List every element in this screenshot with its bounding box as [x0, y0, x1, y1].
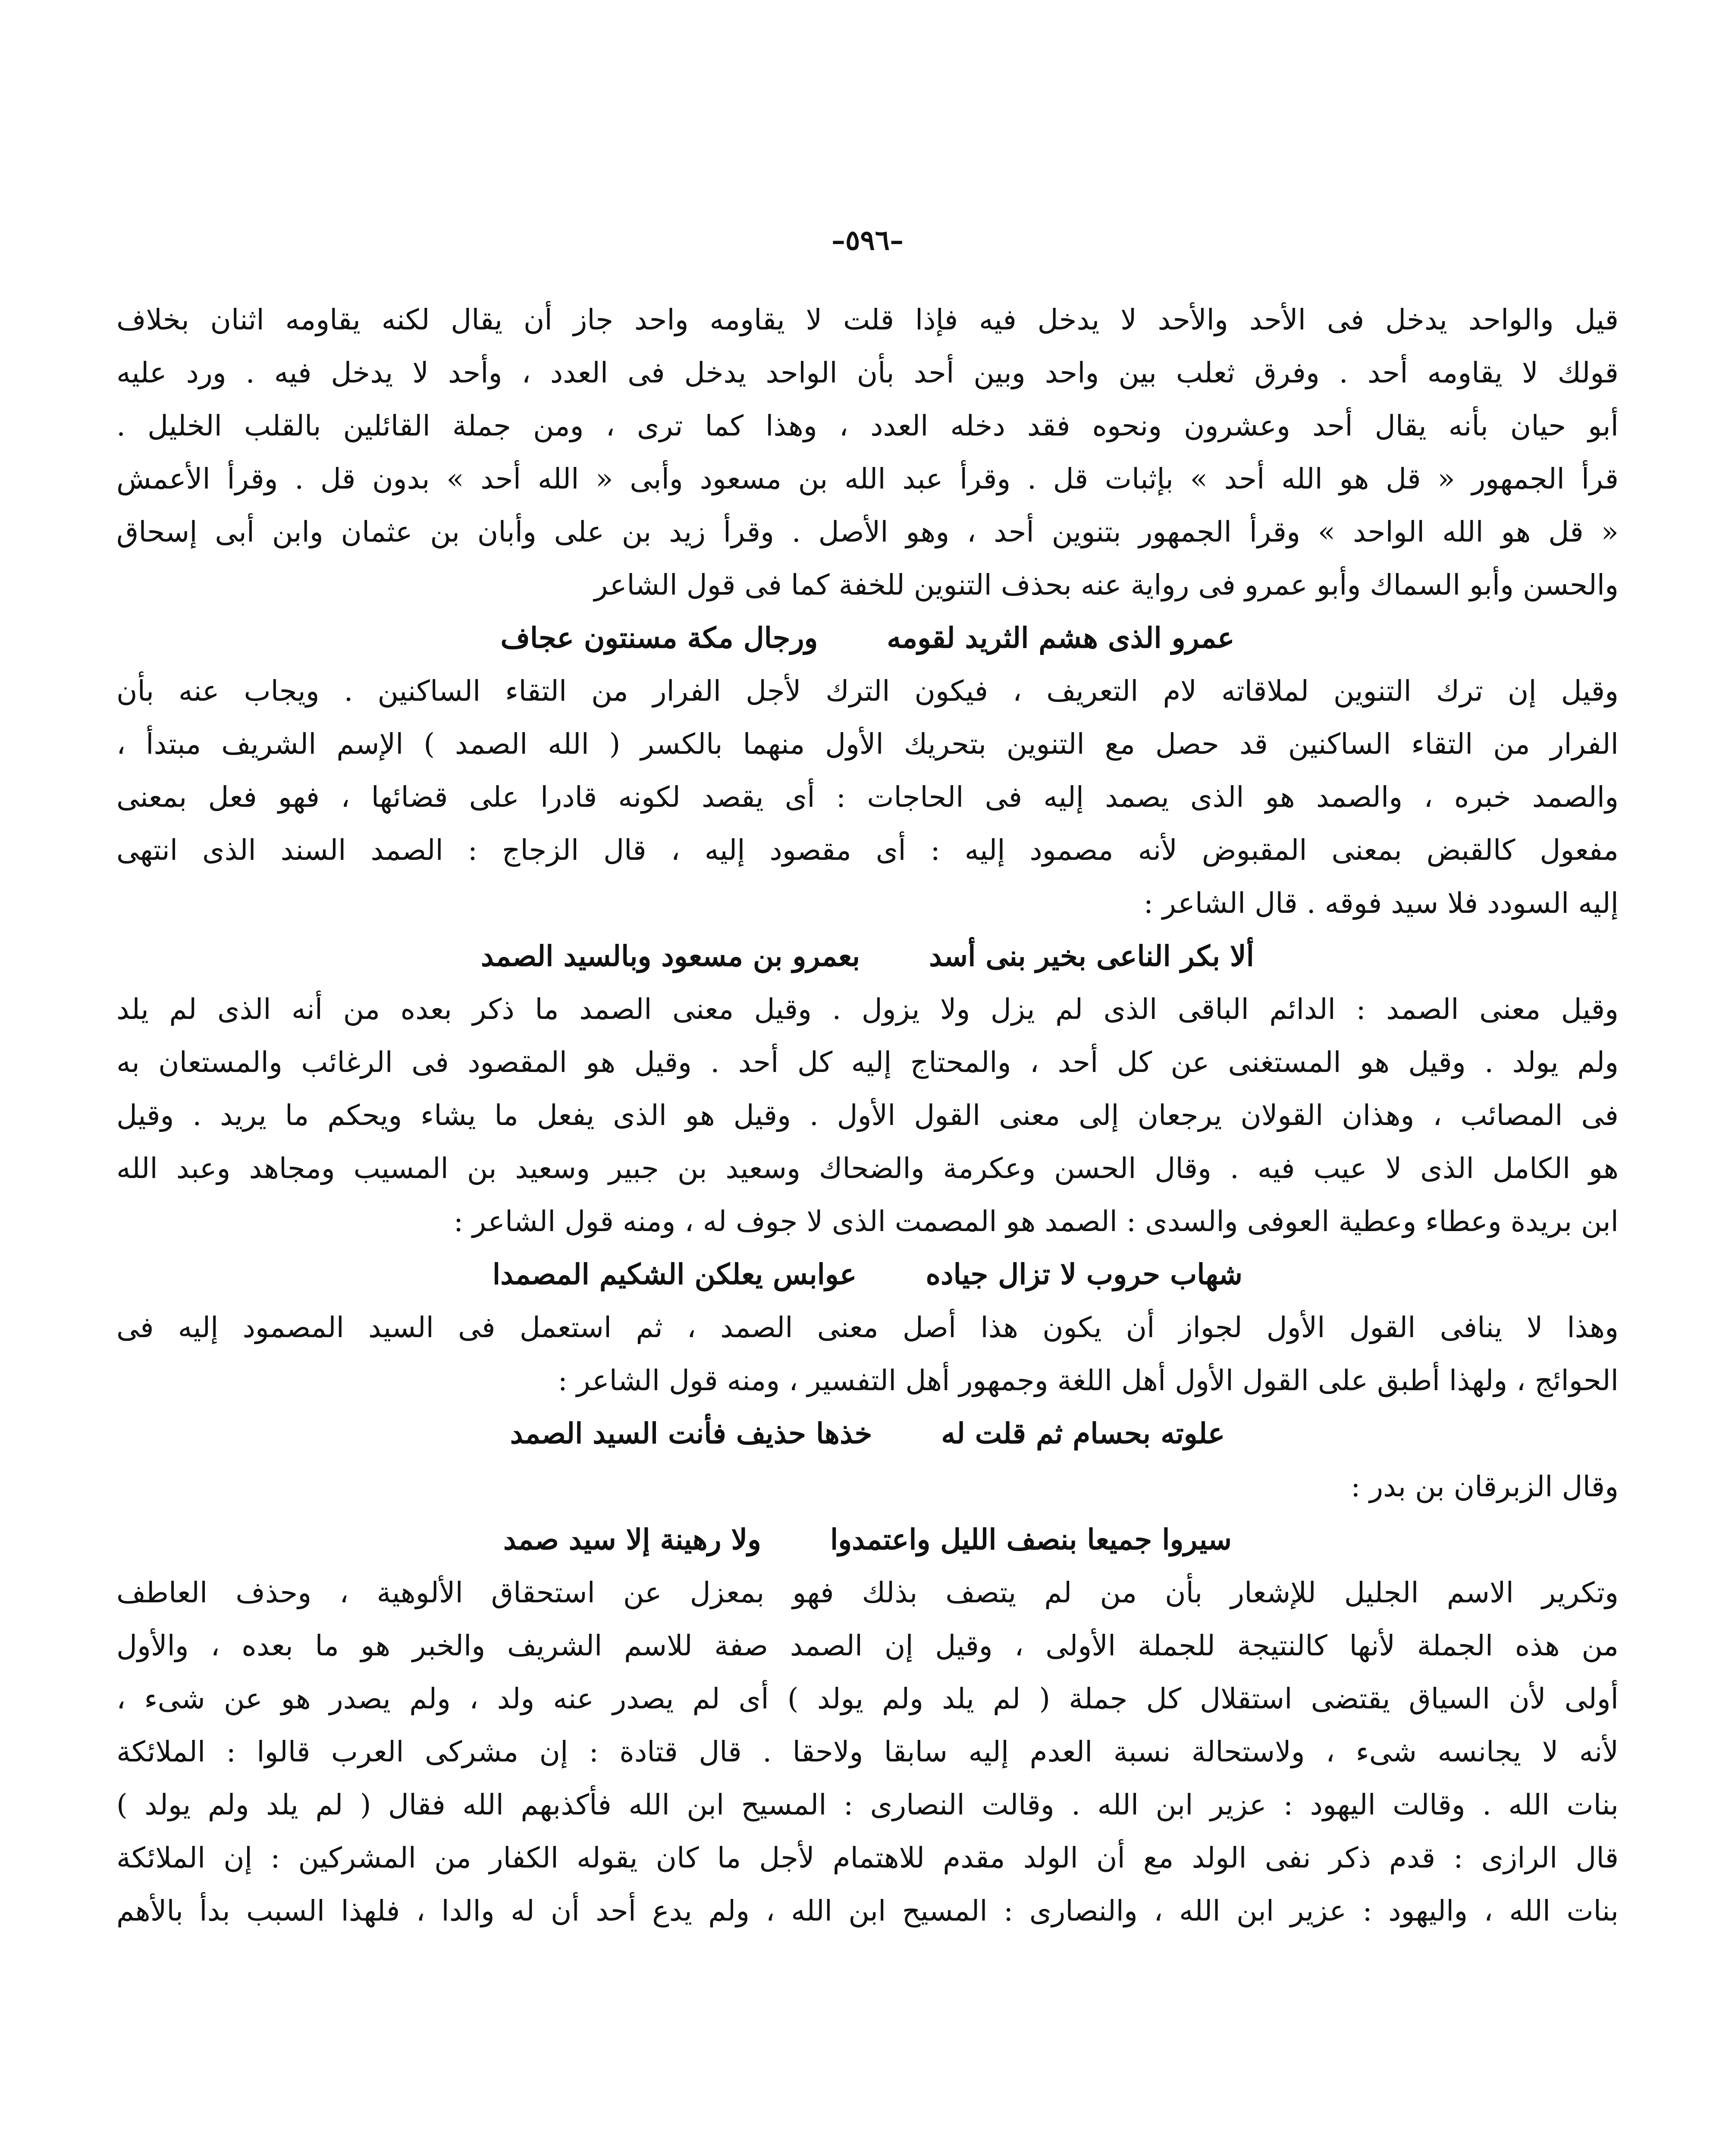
text-line: ولم يولد . وقيل هو المستغنى عن كل أحد ، والمحتاج إليه كل أحد . وقيل هو المقصود فى الرغائب والمستعان به	[116, 1046, 1619, 1079]
text-line: وهذا لا ينافى القول الأول لجواز أن يكون هذا أصل معنى الصمد ، ثم استعمل فى السيد المصمود إليه فى	[116, 1311, 1619, 1344]
poetry-verse	[116, 1248, 1619, 1301]
text-line: بنات الله ، واليهود : عزير ابن الله ، والنصارى : المسيح ابن الله ، ولم يدع أحد أن له والدا ، فلهذا السبب بدأ بالأهم	[116, 1894, 1619, 1927]
paragraph	[116, 1301, 1619, 1407]
verse-second-hemistich: ولا رهينة إلا سيد صمد	[503, 1523, 761, 1556]
poetry-verse	[116, 930, 1619, 983]
verse-first-hemistich: علوته بحسام ثم قلت له	[941, 1416, 1225, 1450]
verse-first-hemistich: عمرو الذى هشم الثريد لقومه	[887, 621, 1235, 655]
text-line: من هذه الجملة لأنها كالنتيجة للجملة الأولى ، وقيل إن الصمد صفة للاسم الشريف والخبر هو ما بعده ، والأول	[116, 1629, 1619, 1662]
text-line: أولى لأن السياق يقتضى استقلال كل جملة ( لم يلد ولم يولد ) أى لم يصدر عنه ولد ، ولم يصدر هو عن شىء ،	[116, 1682, 1619, 1715]
text-line: قولك لا يقاومه أحد . وفرق ثعلب بين واحد وبين أحد بأن الواحد يدخل فى العدد ، وأحد لا يدخل فيه . ورد عليه	[116, 356, 1619, 389]
text-line: لأنه لا يجانسه شىء ، ولاستحالة نسبة العدم إليه سابقا ولاحقا . قال قتادة : إن مشركى العرب قالوا : الملائكة	[116, 1735, 1619, 1768]
text-line: إليه السودد فلا سيد فوقه . قال الشاعر :	[1143, 887, 1619, 920]
text-line: ابن بريدة وعطاء وعطية العوفى والسدى : الصمد هو المصمت الذى لا جوف له ، ومنه قول الشاعر :	[453, 1205, 1619, 1238]
text-line: هو الكامل الذى لا عيب فيه . وقال الحسن وعكرمة والضحاك وسعيد بن جبير وسعيد بن المسيب ومجاهد وعبد الله	[116, 1152, 1619, 1185]
verse-first-hemistich: شهاب حروب لا تزال جياده	[926, 1257, 1243, 1291]
verse-first-hemistich: ألا بكر الناعى بخير بنى أسد	[929, 939, 1254, 973]
verse-second-hemistich: خذها حذيف فأنت السيد الصمد	[510, 1416, 872, 1450]
text-line: فى المصائب ، وهذان القولان يرجعان إلى معنى القول الأول . وقيل هو الذى يفعل ما يشاء ويحكم ما يريد . وقيل	[116, 1099, 1619, 1132]
verse-second-hemistich: عوابس يعلكن الشكيم المصمدا	[492, 1257, 857, 1291]
text-line: قرأ الجمهور « قل هو الله أحد » بإثبات قل . وقرأ عبد الله بن مسعود وأبى « الله أحد » بدون قل . وقرأ الأعمش	[116, 462, 1619, 495]
verse-second-hemistich: ورجال مكة مسنتون عجاف	[500, 621, 818, 655]
text-line: « قل هو الله الواحد » وقرأ الجمهور بتنوين أحد ، وهو الأصل . وقرأ زيد بن على وأبان بن عثمان وابن أبى إسحاق	[116, 515, 1619, 548]
text-line: بنات الله . وقالت اليهود : عزير ابن الله . وقالت النصارى : المسيح ابن الله فأكذبهم الله فقال ( لم يلد ولم يولد )	[116, 1788, 1619, 1821]
verse-intro-line: وقال الزبرقان بن بدر :	[1351, 1470, 1619, 1503]
poetry-verse	[116, 1513, 1619, 1566]
poetry-verse	[116, 1407, 1619, 1460]
text-line: وقيل معنى الصمد : الدائم الباقى الذى لم يزل ولا يزول . وقيل معنى الصمد ما ذكر بعده من أنه الذى لم يلد	[116, 993, 1619, 1026]
page-number: –٥٩٦–	[831, 224, 904, 257]
poetry-verse	[116, 611, 1619, 664]
verse-first-hemistich: سيروا جميعا بنصف الليل واعتمدوا	[830, 1523, 1232, 1556]
verse-second-hemistich: بعمرو بن مسعود وبالسيد الصمد	[481, 939, 860, 973]
text-line: قال الرازى : قدم ذكر نفى الولد مع أن الولد مقدم للاهتمام لأجل ما كان يقوله الكفار من المشركين : إن الملائكة	[116, 1841, 1619, 1874]
text-line: قيل والواحد يدخل فى الأحد والأحد لا يدخل فيه فإذا قلت لا يقاومه واحد جاز أن يقال لكنه يقاومه اثنان بخلاف	[116, 303, 1619, 336]
text-line: أبو حيان بأنه يقال أحد وعشرون ونحوه فقد دخله العدد ، وهذا كما ترى ، ومن جملة القائلين بالقلب الخليل .	[116, 409, 1619, 442]
body-text	[116, 293, 1619, 1937]
paragraph	[116, 983, 1619, 1248]
text-line: الفرار من التقاء الساكنين قد حصل مع التنوين بتحريك الأول منهما بالكسر ( الله الصمد ) الإسم الشريف مبتدأ ،	[116, 727, 1619, 761]
text-line: وقيل إن ترك التنوين لملاقاته لام التعريف ، فيكون الترك لأجل الفرار من التقاء الساكنين . ويجاب عنه بأن	[116, 674, 1619, 708]
paragraph	[116, 1566, 1619, 1937]
text-line: والصمد خبره ، والصمد هو الذى يصمد إليه فى الحاجات : أى يقصد لكونه قادرا على قضائها ، فهو فعل بمعنى	[116, 780, 1619, 814]
text-line: والحسن وأبو السماك وأبو عمرو فى رواية عنه بحذف التنوين للخفة كما فى قول الشاعر	[594, 568, 1619, 602]
paragraph	[116, 293, 1619, 611]
text-line: الحوائج ، ولهذا أطبق على القول الأول أهل اللغة وجمهور أهل التفسير ، ومنه قول الشاعر :	[558, 1364, 1619, 1397]
text-line: مفعول كالقبض بمعنى المقبوض لأنه مصمود إليه : أى مقصود إليه ، قال الزجاج : الصمد السند الذى انتهى	[116, 834, 1619, 867]
paragraph	[116, 664, 1619, 930]
text-line: وتكرير الاسم الجليل للإشعار بأن من لم يتصف بذلك فهو بمعزل عن استحقاق الألوهية ، وحذف العاطف	[116, 1576, 1619, 1609]
